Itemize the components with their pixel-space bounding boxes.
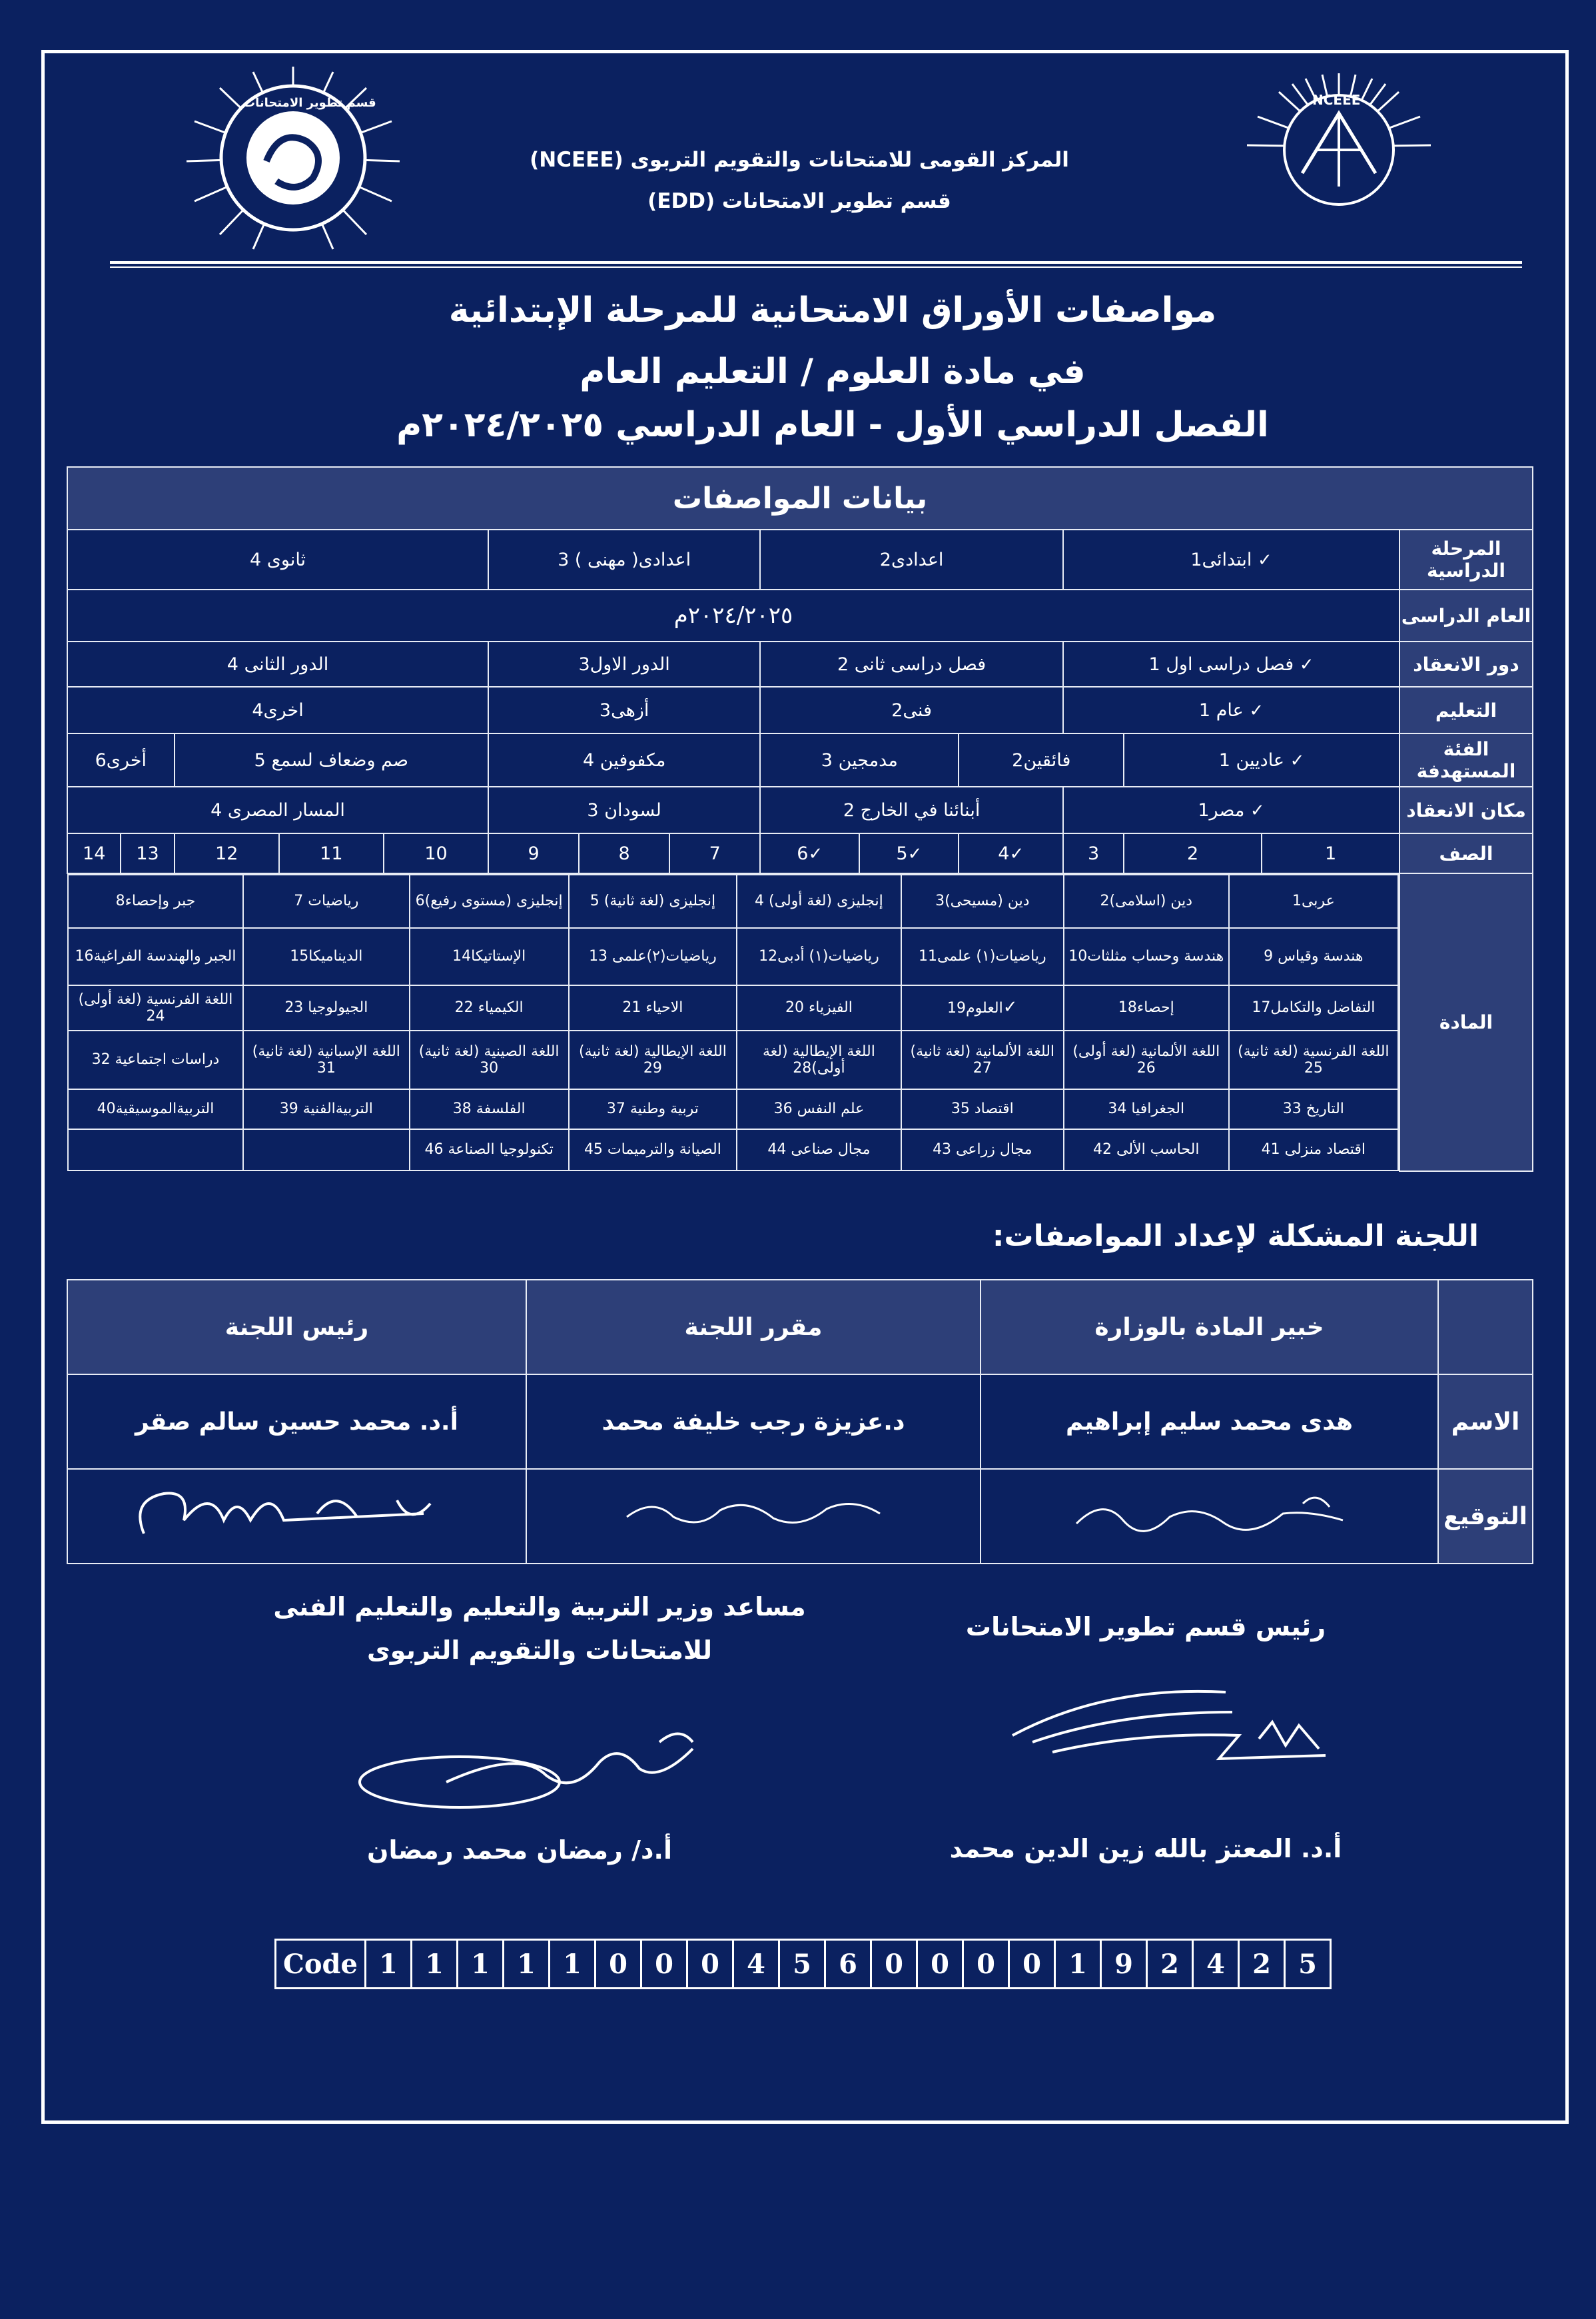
grade-label: الصف — [1399, 833, 1533, 873]
subject-cell: اللغة الإيطالية (لغة ثانية) 29 — [569, 1031, 737, 1089]
subject-cell: اقتصاد 35 — [901, 1089, 1064, 1129]
session-option-2: فصل دراسى ثانى 2 — [760, 642, 1063, 687]
code-label: Code — [276, 1940, 366, 1989]
subject-cell: اللغة الإسبانية (لغة ثانية) 31 — [243, 1031, 410, 1089]
edd-logo-text: قسم تطوير الامتحانات — [243, 96, 376, 110]
nceee-logo-text: NCEEE — [1312, 92, 1361, 108]
subject-grid — [67, 874, 1399, 1171]
stage-option-1-label: ابتدائى1 — [1190, 549, 1252, 570]
code-digit: 5 — [779, 1940, 825, 1989]
education-label: التعليم — [1399, 687, 1533, 733]
title-line-3: الفصل الدراسي الأول - العام الدراسي ٢٠٢٤/٢٠٢٥م — [396, 405, 1269, 445]
right-approver-name: أ.د. المعتز بالله زين الدين محمد — [949, 1834, 1342, 1863]
target-label: الفئة المستهدفة — [1399, 733, 1533, 787]
subject-cell: الصيانة والترميمات 45 — [569, 1129, 737, 1170]
place-option-1-label: مصر1 — [1198, 799, 1245, 821]
target-option-3: مدمجين 3 — [760, 733, 959, 787]
subject-cell: دين (اسلامى)2 — [1064, 875, 1229, 928]
subject-cell: اللغة الفرنسية (لغة أولى) 24 — [68, 985, 243, 1031]
left-approver-title-2: للامتحانات والتقويم التربوى — [366, 1635, 713, 1665]
expert-name: هدى محمد سليم إبراهيم — [981, 1374, 1438, 1469]
subject-cell: مجال زراعى 43 — [901, 1129, 1064, 1170]
spec-table — [67, 466, 1533, 1172]
subject-cell: علم النفس 36 — [737, 1089, 901, 1129]
target-option-1-label: عاديين 1 — [1218, 749, 1285, 771]
expert-signature-image — [1063, 1484, 1356, 1544]
year-label: العام الدراسى — [1399, 590, 1533, 642]
subject-cell: رياضيات(١) أدبى12 — [737, 928, 901, 985]
committee-header-chair: رئيس اللجنة — [67, 1280, 526, 1374]
subject-cell: الكيمياء 22 — [410, 985, 569, 1031]
subject-cell: تربية وطنية 37 — [569, 1089, 737, 1129]
subject-cell: الديناميكا15 — [243, 928, 410, 985]
rapporteur-name: د.عزيزة رجب خليفة محمد — [526, 1374, 981, 1469]
check-icon: ✓ — [1290, 750, 1305, 771]
check-icon: ✓ — [1249, 700, 1264, 721]
left-approver-title-1: مساعد وزير التربية والتعليم والتعليم الفنى — [273, 1592, 806, 1622]
place-option-4: المسار المصرى 4 — [67, 787, 488, 833]
code-digit: 0 — [1009, 1940, 1055, 1989]
place-label: مكان الانعقاد — [1399, 787, 1533, 833]
chair-signature-image — [117, 1474, 477, 1554]
subject-cell: الاحياء 21 — [569, 985, 737, 1031]
target-option-5: صم وضعاف لسمع 5 — [175, 733, 488, 787]
code-digit: 4 — [733, 1940, 779, 1989]
grade-4 — [959, 833, 1063, 873]
place-option-1 — [1063, 787, 1399, 833]
code-digit: 2 — [1147, 1940, 1193, 1989]
education-option-2: فنى2 — [760, 687, 1063, 733]
grade-6 — [760, 833, 859, 873]
subject-cell: تكنولوجيا الصناعة 46 — [410, 1129, 569, 1170]
code-digit: 9 — [1101, 1940, 1147, 1989]
grade-9: 9 — [488, 833, 579, 873]
target-option-6: أخرى6 — [67, 733, 175, 787]
subject-cell: عربى1 — [1229, 875, 1398, 928]
header-divider — [110, 261, 1522, 268]
chair-signature — [67, 1469, 526, 1564]
subject-cell: مجال صناعى 44 — [737, 1129, 901, 1170]
name-label: الاسم — [1438, 1374, 1533, 1469]
check-icon: ✓ — [1250, 800, 1265, 821]
committee-table — [67, 1279, 1533, 1564]
right-approver-signature — [1006, 1672, 1352, 1785]
subject-cell: اللغة الإيطالية (لغة أولى)28 — [737, 1031, 901, 1089]
subject-cell: إنجليزى (لغة أولى) 4 — [737, 875, 901, 928]
code-digit: 1 — [550, 1940, 596, 1989]
place-option-2: أبنائنا في الخارج 2 — [760, 787, 1063, 833]
grade-2: 2 — [1124, 833, 1262, 873]
committee-header-expert: خبير المادة بالوزارة — [981, 1280, 1438, 1374]
check-icon: ✓ — [1299, 654, 1314, 675]
education-option-1 — [1063, 687, 1399, 733]
subject-cell: الجغرافيا 34 — [1064, 1089, 1229, 1129]
subject-cell: الجبر والهندسة الفراغية16 — [68, 928, 243, 985]
code-digit: 2 — [1239, 1940, 1285, 1989]
check-icon: ✓ — [1002, 997, 1018, 1018]
grade-5 — [859, 833, 959, 873]
committee-header-rapporteur: مقرر اللجنة — [526, 1280, 981, 1374]
grade-7: 7 — [669, 833, 760, 873]
subject-cell: اقتصاد منزلى 41 — [1229, 1129, 1398, 1170]
subject-grid-cell — [67, 873, 1399, 1171]
department-name: قسم تطوير الامتحانات (EDD) — [647, 189, 951, 213]
code-digit: 0 — [687, 1940, 733, 1989]
subject-cell — [68, 1129, 243, 1170]
subject-cell — [243, 1129, 410, 1170]
session-option-1 — [1063, 642, 1399, 687]
signature-label: التوقيع — [1438, 1469, 1533, 1564]
year-value: ٢٠٢٤/٢٠٢٥م — [67, 590, 1399, 642]
subject-cell: اللغة الصينية (لغة ثانية) 30 — [410, 1031, 569, 1089]
subject-cell: التفاضل والتكامل17 — [1229, 985, 1398, 1031]
title-line-2: في مادة العلوم / التعليم العام — [580, 352, 1086, 392]
code-digit: 0 — [596, 1940, 641, 1989]
subject-cell: التربيةالموسيقية40 — [68, 1089, 243, 1129]
subject-cell: الحاسب الألى 42 — [1064, 1129, 1229, 1170]
grade-13: 13 — [121, 833, 174, 873]
grade-11: 11 — [279, 833, 384, 873]
place-option-3: لسودان 3 — [488, 787, 760, 833]
subject-cell: اللغة الألمانية (لغة ثانية) 27 — [901, 1031, 1064, 1089]
code-digit: 1 — [412, 1940, 458, 1989]
check-icon: ✓ — [1257, 550, 1272, 570]
education-option-3: أزهى3 — [488, 687, 760, 733]
grade-12: 12 — [175, 833, 279, 873]
org-name: المركز القومى للامتحانات والتقويم التربوى (NCEEE) — [530, 148, 1069, 172]
left-approver-signature-image — [346, 1722, 719, 1835]
edd-logo — [180, 61, 406, 254]
subject-cell — [901, 985, 1064, 1031]
subject-cell: رياضيات(١) علمى11 — [901, 928, 1064, 985]
grade-14: 14 — [67, 833, 121, 873]
committee-title: اللجنة المشكلة لإعداد المواصفات: — [992, 1219, 1479, 1253]
stage-option-4: ثانوى 4 — [67, 530, 488, 590]
code-digit: 0 — [917, 1940, 963, 1989]
subject-cell: التاريخ 33 — [1229, 1089, 1398, 1129]
subject-cell: رياضيات(٢)علمى 13 — [569, 928, 737, 985]
chair-name: أ.د. محمد حسين سالم صقر — [67, 1374, 526, 1469]
grade-8: 8 — [579, 833, 669, 873]
grade-10: 10 — [384, 833, 488, 873]
subject-cell-label: العلوم19 — [947, 1000, 1003, 1017]
code-digit: 6 — [825, 1940, 871, 1989]
code-digit: 0 — [963, 1940, 1009, 1989]
stage-option-3: اعدادى( مهنى ) 3 — [488, 530, 760, 590]
subject-cell: هندسة وحساب مثلثات10 — [1064, 928, 1229, 985]
committee-corner — [1438, 1280, 1533, 1374]
session-option-1-label: فصل دراسى اول 1 — [1148, 654, 1294, 675]
stage-option-1 — [1063, 530, 1399, 590]
stage-option-2: اعدادى2 — [760, 530, 1063, 590]
subject-cell: إحصاء18 — [1064, 985, 1229, 1031]
subject-label: المادة — [1399, 873, 1533, 1171]
check-icon: ✓ — [907, 843, 923, 864]
code-digit: 1 — [366, 1940, 412, 1989]
subject-cell: دراسات اجتماعية 32 — [68, 1031, 243, 1089]
left-approver-signature — [346, 1722, 719, 1835]
subject-cell: الفلسفة 38 — [410, 1089, 569, 1129]
subject-cell: إنجليزى (لغة ثانية) 5 — [569, 875, 737, 928]
nceee-logo — [1239, 67, 1439, 240]
rapporteur-signature — [526, 1469, 981, 1564]
right-approver-signature-image — [1006, 1672, 1352, 1785]
grade-3: 3 — [1063, 833, 1124, 873]
subject-cell: إنجليزى (مستوى رفيع)6 — [410, 875, 569, 928]
expert-signature — [981, 1469, 1438, 1564]
subject-cell: جبر وإحصاء8 — [68, 875, 243, 928]
subject-cell: هندسة وقياس 9 — [1229, 928, 1398, 985]
subject-cell: الفيزياء 20 — [737, 985, 901, 1031]
target-option-1 — [1124, 733, 1399, 787]
target-option-4: مكفوفين 4 — [488, 733, 760, 787]
subject-cell: اللغة الفرنسية (لغة ثانية) 25 — [1229, 1031, 1398, 1089]
code-digit: 0 — [641, 1940, 687, 1989]
subject-cell: اللغة الألمانية (لغة أولى) 26 — [1064, 1031, 1229, 1089]
grade-6-label: 6 — [797, 843, 809, 864]
target-option-2: فائقين2 — [959, 733, 1124, 787]
education-option-4: اخرى4 — [67, 687, 488, 733]
subject-cell: التربيةالفنية 39 — [243, 1089, 410, 1129]
session-option-3: الدور الاول3 — [488, 642, 760, 687]
stage-label: المرحلة الدراسية — [1399, 530, 1533, 590]
left-approver-name: أ.د/ رمضان محمد رمضان — [367, 1835, 672, 1865]
rapporteur-signature-image — [607, 1484, 900, 1544]
grade-5-label: 5 — [896, 843, 908, 864]
code-digit: 5 — [1285, 1940, 1331, 1989]
title-line-1: مواصفات الأوراق الامتحانية للمرحلة الإبتدائية — [448, 290, 1217, 330]
code-digit: 1 — [504, 1940, 550, 1989]
code-box — [274, 1939, 1332, 1989]
right-approver-title: رئيس قسم تطوير الامتحانات — [965, 1612, 1326, 1641]
grade-4-label: 4 — [998, 843, 1010, 864]
code-digit: 4 — [1193, 1940, 1239, 1989]
code-digit: 1 — [1055, 1940, 1101, 1989]
subject-cell: رياضيات 7 — [243, 875, 410, 928]
subject-cell: الجيولوجيا 23 — [243, 985, 410, 1031]
subject-cell: الإستاتيكا14 — [410, 928, 569, 985]
spec-header: بيانات المواصفات — [67, 467, 1533, 530]
subject-cell: دين (مسيحى)3 — [901, 875, 1064, 928]
session-option-4: الدور الثانى 4 — [67, 642, 488, 687]
session-label: دور الانعقاد — [1399, 642, 1533, 687]
education-option-1-label: عام 1 — [1198, 699, 1244, 721]
check-icon: ✓ — [808, 843, 823, 864]
check-icon: ✓ — [1009, 843, 1024, 864]
code-digit: 1 — [458, 1940, 504, 1989]
code-digit: 0 — [871, 1940, 917, 1989]
grade-1: 1 — [1262, 833, 1399, 873]
